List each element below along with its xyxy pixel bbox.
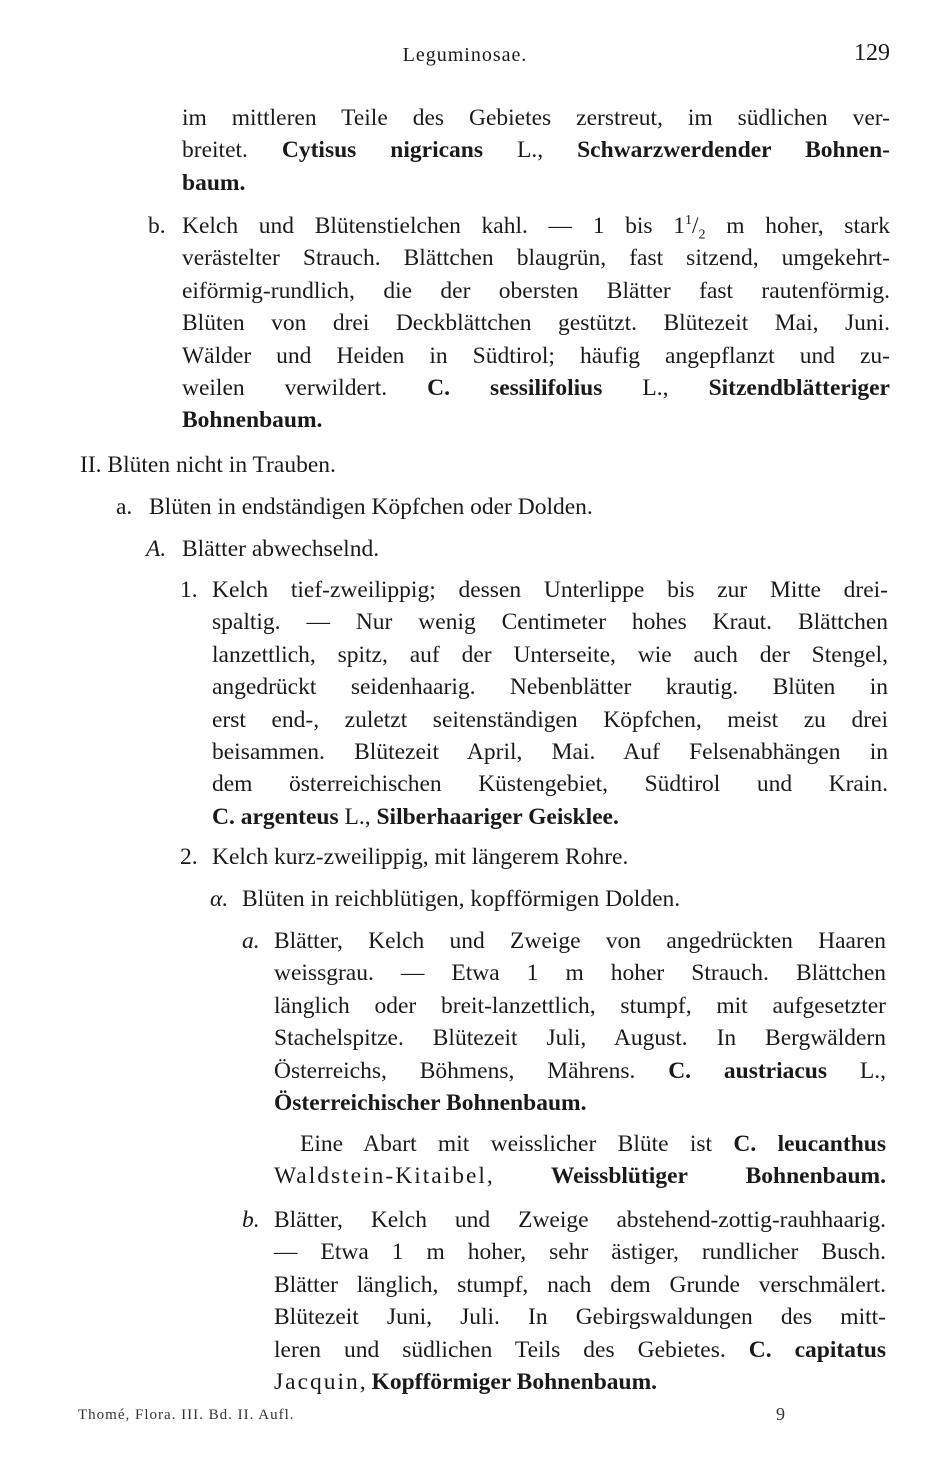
text-line: Eine Abart mit weisslicher Blüte ist C. leucanthus: [300, 1131, 886, 1157]
running-title: Leguminosae.: [402, 44, 528, 66]
paragraph-b: [182, 210, 890, 437]
text-line: — Etwa 1 m hoher, sehr ästiger, rundlicher Busch.: [274, 1239, 886, 1266]
common-name: Weissblütiger Bohnenbaum.: [550, 1163, 886, 1190]
item-label: 1.: [180, 577, 198, 603]
text-line: Blätter, Kelch und Zweige von angedrückten Haaren: [274, 928, 886, 954]
common-name: Schwarzwerdender Bohnen-: [577, 137, 891, 164]
species-name: C. sessilifolius: [427, 375, 603, 402]
heading-a: Blüten in endständigen Köpfchen oder Dolden.: [149, 494, 593, 520]
text-line: Kelch tief-zweilippig; dessen Unterlippe bis zur Mitte drei-: [212, 577, 888, 603]
common-name: Bohnenbaum.: [182, 407, 323, 434]
item-label: a.: [242, 928, 260, 954]
item-label: b.: [148, 213, 166, 239]
text-line: beisammen. Blütezeit April, Mai. Auf Felsenabhängen in: [212, 739, 888, 766]
text-line: leren und südlichen Teils des Gebietes. C. capitatus: [274, 1336, 886, 1363]
text-line: Wälder und Heiden in Südtirol; häufig angepflanzt und zu-: [182, 342, 890, 369]
paragraph-1: [212, 574, 888, 833]
text-line: spaltig. — Nur wenig Centimeter hohes Kraut. Blättchen: [212, 609, 888, 636]
paragraph-2: Kelch kurz-zweilippig, mit längerem Rohre.: [212, 844, 629, 870]
text-line: Waldstein-Kitaibel, Weissblütiger Bohnenbaum.: [274, 1163, 886, 1190]
text-line: weissgrau. — Etwa 1 m hoher Strauch. Blättchen: [274, 960, 886, 987]
text-line: dem österreichischen Küstengebiet, Südtirol und Krain.: [212, 771, 888, 798]
text-line: angedrückt seidenhaarig. Nebenblätter krautig. Blüten in: [212, 674, 888, 701]
common-name: baum.: [182, 169, 246, 196]
author-name: Waldstein-Kitaibel: [274, 1163, 487, 1190]
text-line: verästelter Strauch. Blättchen blaugrün, fast sitzend, umgekehrt-: [182, 245, 890, 272]
text-line: lanzettlich, spitz, auf der Unterseite, wie auch der Stengel,: [212, 641, 888, 668]
text-line: Jacquin, Kopfförmiger Bohnenbaum.: [274, 1369, 658, 1396]
text-line: Österreichs, Böhmens, Mährens. C. austriacus L.,: [274, 1057, 886, 1084]
species-name: C. leucanthus: [733, 1131, 886, 1157]
signature-mark: 9: [776, 1404, 785, 1424]
author-name: Jacquin: [274, 1369, 360, 1396]
text-line: länglich oder breit-lanzettlich, stumpf, mit aufgesetzter: [274, 992, 886, 1019]
text-line: Stachelspitze. Blütezeit Juli, August. In Bergwäldern: [274, 1025, 886, 1052]
paragraph-a-austriacus: [274, 925, 886, 1119]
common-name: Sitzendblätteriger: [708, 375, 890, 402]
item-label: α.: [210, 886, 229, 912]
text-line: Blätter, Kelch und Zweige abstehend-zottig-rauhhaarig.: [274, 1207, 886, 1233]
paragraph-continuation: [182, 102, 890, 199]
text-line: Blütezeit Juni, Juli. In Gebirgswaldungen des mitt-: [274, 1304, 886, 1331]
text-line: erst end-, zuletzt seitenständigen Köpfchen, meist zu drei: [212, 706, 888, 733]
text-line: Kelch und Blütenstielchen kahl. — 1 bis $1^1/_2$ m hoher, stark: [182, 212, 890, 243]
item-label: A.: [146, 536, 167, 562]
text-line: Blätter länglich, stumpf, nach dem Grunde verschmälert.: [274, 1271, 886, 1298]
heading-II: II. Blüten nicht in Trauben.: [80, 452, 336, 478]
common-name: Silberhaariger Geisklee.: [376, 803, 619, 830]
page-number: 129: [854, 40, 890, 66]
text-line: eiförmig-rundlich, die der obersten Blätter fast rautenförmig.: [182, 277, 890, 304]
text-line: C. argenteus L., Silberhaariger Geisklee.: [212, 803, 619, 830]
text-line: weilen verwildert. C. sessilifolius L., Sitzendblätteriger: [182, 375, 890, 402]
species-name: C. argenteus: [212, 803, 339, 830]
text-line: Blüten von drei Deckblättchen gestützt. Blütezeit Mai, Juni.: [182, 310, 890, 337]
common-name: Kopfförmiger Bohnenbaum.: [371, 1369, 658, 1396]
species-name: Cytisus nigricans: [281, 137, 484, 164]
paragraph-variety: [274, 1128, 886, 1193]
species-name: C. capitatus: [748, 1336, 886, 1363]
item-label: b.: [242, 1207, 260, 1233]
heading-A: Blätter abwechselnd.: [182, 536, 380, 562]
species-name: C. austriacus: [668, 1057, 828, 1084]
text-line: im mittleren Teile des Gebietes zerstreut, im südlichen ver-: [182, 105, 890, 131]
footer-citation: Thomé, Flora. III. Bd. II. Aufl.: [78, 1407, 295, 1423]
item-label: a.: [116, 494, 133, 520]
common-name: Österreichischer Bohnenbaum.: [274, 1090, 587, 1117]
paragraph-b-capitatus: [274, 1204, 886, 1398]
text-line: breitet. Cytisus nigricans L., Schwarzwerdender Bohnen-: [182, 137, 891, 164]
paragraph-alpha: Blüten in reichblütigen, kopfförmigen Dolden.: [242, 886, 681, 912]
item-label: 2.: [180, 844, 198, 870]
